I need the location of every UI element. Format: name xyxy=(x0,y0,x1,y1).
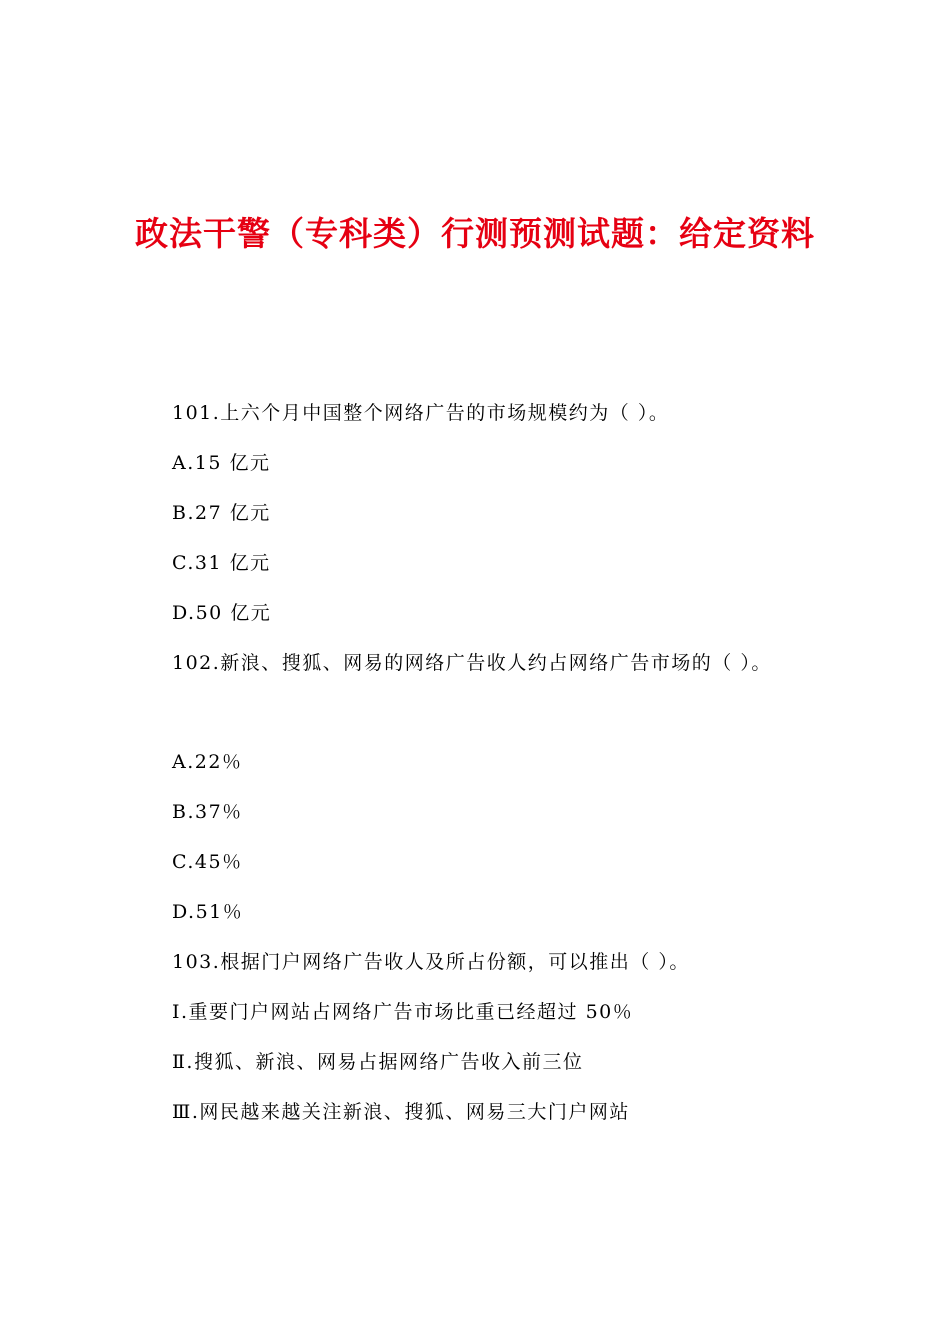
question-103: 103.根据门户网络广告收人及所占份额，可以推出（ ）。 xyxy=(172,951,690,973)
q102-option-a: A.22％ xyxy=(172,751,243,773)
q102-option-d: D.51％ xyxy=(172,901,244,923)
q101-option-a: A.15 亿元 xyxy=(172,452,271,474)
q101-option-c: C.31 亿元 xyxy=(172,552,271,574)
q102-option-c: C.45％ xyxy=(172,851,243,873)
q101-option-d: D.50 亿元 xyxy=(172,602,272,624)
q103-statement-1: Ⅰ.重要门户网站占网络广告市场比重已经超过 50％ xyxy=(172,1001,634,1023)
q102-option-b: B.37％ xyxy=(172,801,243,823)
document-title: 政法干警（专科类）行测预测试题：给定资料 xyxy=(135,214,815,253)
question-101: 101.上六个月中国整个网络广告的市场规模约为（ ）。 xyxy=(172,402,670,424)
q103-statement-2: Ⅱ.搜狐、新浪、网易占据网络广告收入前三位 xyxy=(172,1051,584,1073)
q101-option-b: B.27 亿元 xyxy=(172,502,271,524)
question-102: 102.新浪、搜狐、网易的网络广告收人约占网络广告市场的（ ）。 xyxy=(172,652,772,674)
q103-statement-3: Ⅲ.网民越来越关注新浪、搜狐、网易三大门户网站 xyxy=(172,1101,630,1123)
